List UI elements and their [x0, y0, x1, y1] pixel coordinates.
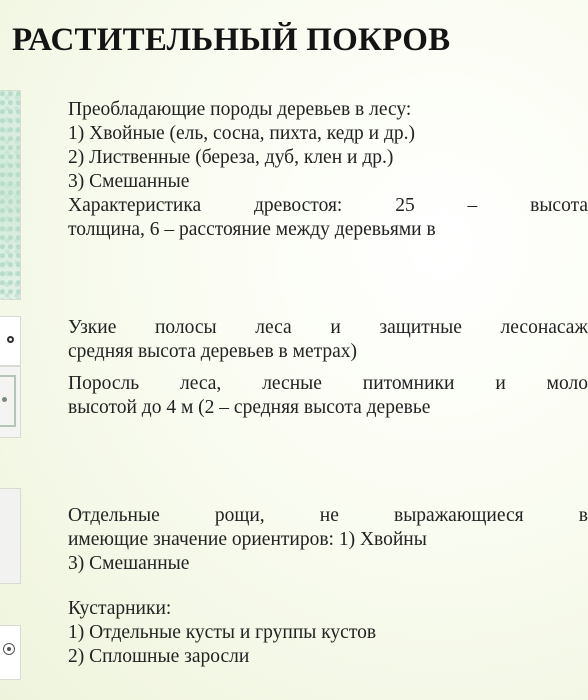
- text-line: [68, 316, 588, 340]
- word: древостоя:: [254, 195, 343, 216]
- word: Узкие: [68, 317, 117, 338]
- word: защитные: [379, 317, 462, 338]
- forest-strips-description: [68, 316, 588, 364]
- text-line: толщина, 6 – расстояние между деревьями в: [68, 219, 436, 240]
- word: Отдельные: [68, 505, 160, 526]
- word: леса: [255, 317, 292, 338]
- word: моло: [546, 373, 588, 394]
- word: и: [330, 317, 341, 338]
- text-line: [68, 372, 588, 396]
- shrub-ring-icon: [3, 643, 15, 655]
- word: не: [319, 505, 339, 526]
- forest-description: [68, 98, 588, 242]
- shrub-symbol-icon: [0, 625, 21, 680]
- word: и: [495, 373, 506, 394]
- word: полосы: [155, 317, 217, 338]
- word: Поросль: [68, 373, 140, 394]
- slide-title: РАСТИТЕЛЬНЫЙ ПОКРОВ: [12, 22, 451, 58]
- text-line: высотой до 4 м (2 – средняя высота деревье: [68, 397, 431, 418]
- dot-marker-icon: [2, 397, 7, 402]
- word: лесные: [262, 373, 322, 394]
- text-line: 1) Хвойные (ель, сосна, пихта, кедр и др.): [68, 123, 416, 144]
- forest-strip-symbol-icon: [0, 316, 21, 366]
- text-line: [68, 504, 588, 528]
- text-line: средняя высота деревьев в метрах): [68, 341, 358, 362]
- word: в: [578, 505, 588, 526]
- word: –: [467, 195, 478, 216]
- young-growth-description: [68, 372, 588, 420]
- word: рощи,: [214, 505, 265, 526]
- word: высота: [530, 195, 588, 216]
- text-line: 3) Смешанные: [68, 171, 190, 192]
- text-line: имеющие значение ориентиров: 1) Хвойны: [68, 529, 427, 550]
- word: выражающиеся: [394, 505, 524, 526]
- word: питомники: [362, 373, 455, 394]
- groves-description: [68, 504, 588, 576]
- text-line: Кустарники:: [68, 598, 172, 619]
- text-line: 2) Сплошные заросли: [68, 646, 250, 667]
- map-symbol-column: [0, 90, 22, 690]
- shrubs-description: [68, 597, 518, 669]
- ring-marker-icon: [7, 336, 14, 343]
- word: лесонасаж: [500, 317, 588, 338]
- text-line: [68, 194, 588, 218]
- text-line: 1) Отдельные кусты и группы кустов: [68, 622, 377, 643]
- word: леса,: [180, 373, 222, 394]
- word: 25: [395, 195, 415, 216]
- text-line: 2) Лиственные (береза, дуб, клен и др.): [68, 147, 394, 168]
- word: Характеристика: [68, 195, 202, 216]
- forest-area-symbol-icon: [0, 90, 21, 300]
- text-line: Преобладающие породы деревьев в лесу:: [68, 99, 412, 120]
- young-growth-symbol-icon: [0, 366, 21, 438]
- text-line: 3) Смешанные: [68, 553, 190, 574]
- grove-symbol-icon: [0, 488, 21, 584]
